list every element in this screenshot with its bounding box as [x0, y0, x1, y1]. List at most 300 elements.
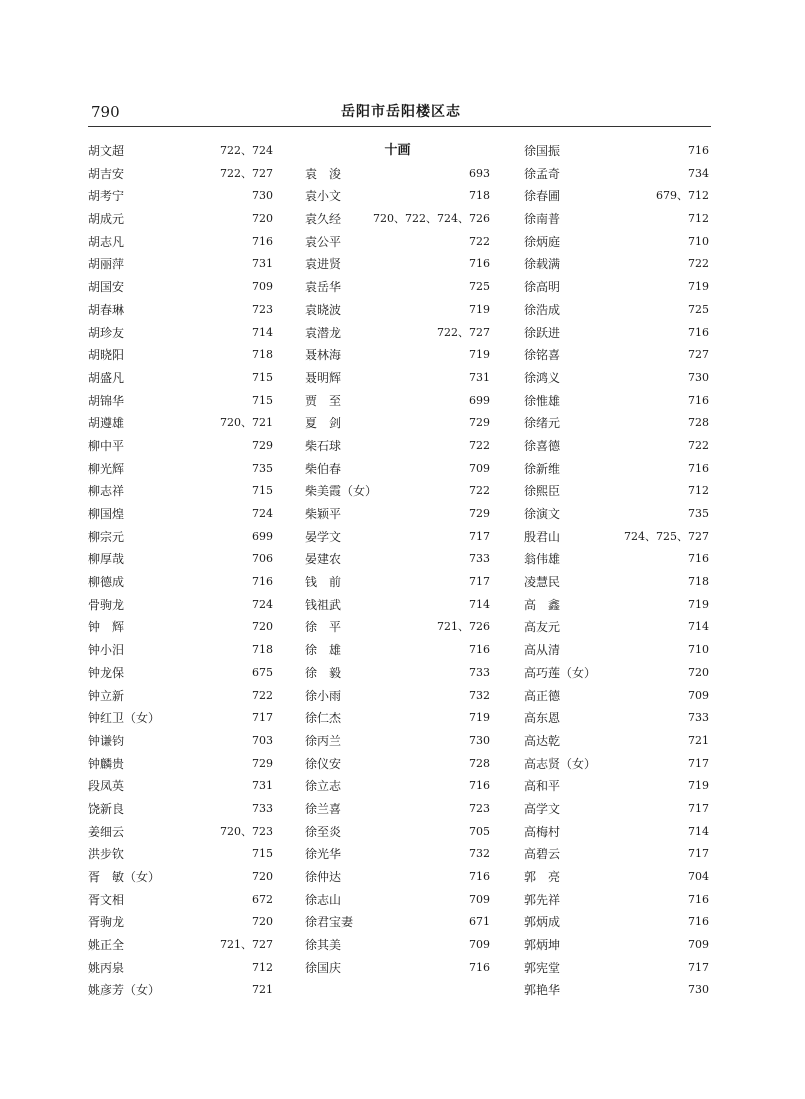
entry-pages: 721	[252, 983, 273, 997]
entry-pages: 712	[688, 212, 709, 226]
entry-name: 翁伟雄	[524, 552, 561, 567]
entry-name: 徐其美	[305, 938, 342, 953]
entry-pages: 722	[688, 438, 709, 452]
entry-name: 饶新良	[88, 801, 125, 816]
entry-pages: 722	[469, 484, 490, 498]
entry-pages: 714	[469, 597, 490, 611]
entry-name: 袁进贤	[305, 257, 342, 272]
index-entry	[524, 753, 709, 776]
entry-name: 徐高明	[524, 280, 561, 295]
index-entry	[88, 934, 273, 957]
index-entry	[524, 163, 709, 186]
entry-name: 胡志凡	[88, 234, 125, 249]
entry-name: 柴石球	[305, 438, 342, 453]
entry-pages: 719	[688, 280, 709, 294]
index-entry	[88, 390, 273, 413]
index-entry	[524, 662, 709, 685]
entry-pages: 717	[688, 756, 709, 770]
entry-pages: 720	[252, 620, 273, 634]
entry-pages: 722、727	[220, 166, 273, 180]
entry-name: 徐国庆	[305, 960, 342, 975]
entry-name: 袁久经	[305, 212, 342, 227]
index-entry	[305, 775, 490, 798]
entry-pages: 732	[469, 847, 490, 861]
entry-name: 胥 敏（女）	[88, 870, 161, 884]
entry-pages: 718	[469, 189, 490, 203]
index-entry	[305, 412, 490, 435]
entry-pages: 709	[252, 280, 273, 294]
entry-pages: 719	[688, 779, 709, 793]
index-entry	[88, 639, 273, 662]
entry-name: 殷君山	[524, 529, 561, 544]
page-number: 790	[91, 103, 120, 121]
index-entry	[305, 299, 490, 322]
entry-name: 高志贤（女）	[524, 756, 597, 771]
entry-name: 徐新维	[524, 461, 561, 476]
entry-pages: 733	[469, 665, 490, 679]
index-entry	[88, 276, 273, 299]
index-entry	[88, 526, 273, 549]
entry-pages: 712	[252, 960, 273, 974]
entry-pages: 719	[469, 302, 490, 316]
entry-pages: 716	[469, 779, 490, 793]
index-entry	[88, 571, 273, 594]
entry-pages: 672	[252, 892, 273, 906]
entry-pages: 709	[688, 688, 709, 702]
entry-name: 高巧莲（女）	[524, 665, 597, 680]
index-entry	[305, 526, 490, 549]
index-entry	[305, 163, 490, 186]
entry-pages: 693	[469, 166, 490, 180]
entry-name: 凌慧民	[524, 575, 561, 590]
index-entry	[524, 934, 709, 957]
entry-name: 徐喜德	[524, 438, 561, 453]
entry-name: 徐 雄	[305, 643, 342, 658]
entry-name: 高 鑫	[524, 597, 561, 612]
index-entry	[88, 548, 273, 571]
page-header	[91, 102, 711, 126]
entry-name: 徐至炎	[305, 824, 342, 839]
entry-pages: 715	[252, 484, 273, 498]
entry-name: 徐春圃	[524, 189, 561, 204]
entry-pages: 699	[252, 529, 273, 543]
index-entry	[524, 276, 709, 299]
index-entry	[88, 685, 273, 708]
entry-name: 袁晓波	[305, 302, 342, 317]
entry-pages: 714	[252, 325, 273, 339]
entry-pages: 709	[469, 938, 490, 952]
index-entry	[88, 753, 273, 776]
index-entry	[524, 458, 709, 481]
entry-pages: 699	[469, 393, 490, 407]
entry-name: 钟小汨	[88, 643, 125, 658]
index-entry	[88, 730, 273, 753]
entry-name: 夏 剑	[305, 416, 342, 431]
entry-name: 郭艳华	[524, 983, 561, 998]
entry-name: 徐熙臣	[524, 484, 561, 499]
index-entry	[305, 458, 490, 481]
index-entry	[524, 299, 709, 322]
entry-name: 徐 毅	[305, 665, 342, 680]
index-entry	[524, 798, 709, 821]
entry-name: 柳宗元	[88, 529, 125, 544]
entry-name: 郭炳坤	[524, 938, 561, 953]
entry-pages: 716	[688, 461, 709, 475]
entry-name: 段凤英	[88, 779, 125, 794]
entry-pages: 717	[252, 711, 273, 725]
entry-pages: 735	[252, 461, 273, 475]
entry-pages: 717	[469, 575, 490, 589]
index-entry	[305, 390, 490, 413]
entry-pages: 671	[469, 915, 490, 929]
entry-name: 高东恩	[524, 711, 561, 726]
entry-name: 高和平	[524, 779, 561, 794]
index-entry	[88, 322, 273, 345]
entry-name: 徐仪安	[305, 756, 342, 771]
entry-pages: 724	[252, 597, 273, 611]
entry-name: 徐铭喜	[524, 348, 561, 363]
entry-pages: 715	[252, 370, 273, 384]
entry-name: 柳德成	[88, 575, 125, 590]
entry-pages: 724	[252, 507, 273, 520]
entry-pages: 734	[688, 166, 709, 180]
entry-pages: 725	[688, 302, 709, 316]
entry-name: 徐跃进	[524, 325, 561, 340]
index-entry	[88, 979, 273, 1002]
entry-name: 袁公平	[305, 234, 342, 249]
entry-pages: 675	[252, 665, 273, 679]
index-entry	[524, 707, 709, 730]
entry-name: 徐光华	[305, 847, 342, 862]
index-entry	[524, 231, 709, 254]
entry-name: 聂明辉	[305, 370, 342, 385]
index-entry	[88, 616, 273, 639]
entry-pages: 720、721	[220, 416, 273, 430]
entry-name: 胡丽萍	[88, 257, 125, 272]
index-entry	[88, 889, 273, 912]
entry-pages: 720	[688, 665, 709, 679]
index-entry	[88, 412, 273, 435]
index-entry	[305, 276, 490, 299]
index-entry	[305, 957, 490, 980]
entry-name: 骨驹龙	[88, 597, 125, 612]
index-entry	[524, 957, 709, 980]
entry-pages: 722、727	[437, 325, 490, 339]
entry-name: 徐孟奇	[524, 166, 561, 181]
entry-pages: 729	[252, 756, 273, 770]
entry-name: 胡文超	[88, 144, 125, 158]
index-entry	[88, 299, 273, 322]
entry-name: 高碧云	[524, 847, 561, 862]
entry-pages: 721、726	[437, 620, 490, 634]
entry-name: 钟立新	[88, 688, 125, 703]
entry-pages: 720	[252, 870, 273, 883]
index-entry	[524, 616, 709, 639]
index-entry	[305, 367, 490, 390]
index-entry	[524, 843, 709, 866]
index-entry	[305, 435, 490, 458]
index-entry	[524, 821, 709, 844]
entry-name: 郭宪堂	[524, 960, 561, 975]
entry-name: 徐绪元	[524, 416, 561, 431]
entry-pages: 720、722、724、726	[373, 212, 490, 226]
entry-name: 徐君宝妻	[305, 915, 354, 930]
index-entry	[305, 571, 490, 594]
entry-name: 姚丙泉	[88, 960, 125, 975]
entry-pages: 721	[688, 733, 709, 747]
index-entry	[524, 526, 709, 549]
entry-name: 徐丙兰	[305, 733, 342, 748]
entry-name: 聂林海	[305, 348, 342, 363]
entry-pages: 731	[469, 370, 490, 384]
entry-pages: 729	[252, 438, 273, 452]
index-entry	[305, 753, 490, 776]
entry-name: 钟红卫（女）	[88, 711, 161, 726]
entry-pages: 727	[688, 348, 709, 362]
entry-name: 徐惟雄	[524, 393, 561, 408]
entry-name: 徐小雨	[305, 688, 342, 703]
index-entry	[305, 889, 490, 912]
entry-pages: 722	[469, 234, 490, 248]
index-entry	[305, 685, 490, 708]
index-entry	[305, 798, 490, 821]
entry-pages: 733	[469, 552, 490, 566]
entry-pages: 717	[688, 801, 709, 815]
entry-name: 胥文相	[88, 892, 125, 907]
index-entry	[305, 503, 490, 526]
index-entry	[524, 594, 709, 617]
index-entry	[305, 185, 490, 208]
entry-name: 胡盛凡	[88, 370, 125, 385]
entry-pages: 731	[252, 257, 273, 271]
index-entry	[524, 548, 709, 571]
entry-pages: 730	[688, 370, 709, 384]
index-entry	[88, 662, 273, 685]
entry-name: 姜细云	[88, 824, 125, 839]
index-entry	[524, 911, 709, 934]
entry-pages: 709	[688, 938, 709, 952]
entry-pages: 710	[688, 643, 709, 657]
entry-name: 高梅村	[524, 824, 561, 839]
entry-pages: 728	[469, 756, 490, 770]
entry-pages: 679、712	[656, 189, 709, 203]
entry-pages: 709	[469, 892, 490, 906]
index-entry	[88, 163, 273, 186]
index-column-1	[88, 140, 273, 1002]
entry-name: 柳志祥	[88, 484, 125, 499]
index-entry	[88, 367, 273, 390]
entry-pages: 718	[252, 348, 273, 362]
entry-name: 徐仁杰	[305, 711, 342, 726]
entry-pages: 716	[469, 870, 490, 883]
index-column-2	[305, 140, 490, 979]
entry-pages: 716	[688, 393, 709, 407]
entry-name: 徐浩成	[524, 302, 561, 317]
index-entry	[88, 775, 273, 798]
index-entry	[88, 821, 273, 844]
index-entry	[88, 208, 273, 231]
index-entry	[524, 730, 709, 753]
index-entry	[88, 957, 273, 980]
entry-name: 胡吉安	[88, 166, 125, 181]
entry-pages: 733	[252, 801, 273, 815]
index-entry	[524, 253, 709, 276]
index-entry	[305, 344, 490, 367]
entry-name: 胡晓阳	[88, 348, 125, 363]
entry-pages: 721、727	[220, 938, 273, 952]
entry-name: 高从清	[524, 643, 561, 658]
entry-name: 胡成元	[88, 212, 125, 227]
entry-name: 柳光辉	[88, 461, 125, 476]
entry-name: 高达乾	[524, 733, 561, 748]
section-heading: 十画	[384, 143, 411, 158]
index-entry	[88, 480, 273, 503]
entry-pages: 725	[469, 280, 490, 294]
entry-name: 袁小文	[305, 189, 342, 204]
index-entry	[524, 185, 709, 208]
entry-pages: 729	[469, 507, 490, 520]
entry-name: 高正德	[524, 688, 561, 703]
entry-name: 柴颖平	[305, 507, 342, 521]
index-entry	[88, 594, 273, 617]
entry-pages: 710	[688, 234, 709, 248]
entry-name: 胡考宁	[88, 189, 125, 204]
entry-name: 郭炳成	[524, 915, 561, 930]
entry-pages: 724、725、727	[624, 529, 709, 543]
entry-name: 姚正全	[88, 938, 125, 953]
index-entry	[305, 730, 490, 753]
entry-name: 郭先祥	[524, 892, 561, 907]
index-entry	[524, 435, 709, 458]
entry-name: 柳中平	[88, 438, 125, 453]
entry-pages: 716	[688, 144, 709, 157]
entry-name: 胡遵雄	[88, 416, 125, 431]
index-entry	[305, 231, 490, 254]
index-entry	[88, 231, 273, 254]
entry-name: 徐立志	[305, 779, 342, 794]
entry-pages: 722	[252, 688, 273, 702]
entry-pages: 714	[688, 620, 709, 634]
index-entry	[524, 367, 709, 390]
index-entry	[305, 594, 490, 617]
index-entry	[524, 480, 709, 503]
entry-pages: 716	[688, 325, 709, 339]
entry-pages: 714	[688, 824, 709, 838]
entry-pages: 716	[252, 234, 273, 248]
entry-pages: 709	[469, 461, 490, 475]
index-entry	[88, 798, 273, 821]
index-entry	[524, 775, 709, 798]
index-entry	[305, 707, 490, 730]
entry-name: 贾 至	[305, 393, 342, 408]
entry-pages: 730	[469, 733, 490, 747]
index-entry	[88, 503, 273, 526]
index-entry	[524, 889, 709, 912]
index-entry	[524, 979, 709, 1002]
entry-pages: 735	[688, 507, 709, 520]
index-entry	[305, 480, 490, 503]
entry-pages: 722	[469, 438, 490, 452]
entry-name: 徐载满	[524, 257, 561, 272]
entry-name: 钟谦钧	[88, 733, 125, 748]
entry-pages: 732	[469, 688, 490, 702]
index-column-3	[524, 140, 709, 1002]
entry-name: 高学文	[524, 801, 561, 816]
entry-name: 徐兰喜	[305, 801, 342, 816]
index-entry	[88, 140, 273, 163]
entry-pages: 720、723	[220, 824, 273, 838]
entry-name: 胡春琳	[88, 302, 125, 317]
index-entry	[305, 208, 490, 231]
entry-name: 洪步钦	[88, 847, 125, 862]
header-rule	[88, 126, 711, 127]
entry-name: 徐仲达	[305, 870, 342, 884]
entry-pages: 720	[252, 915, 273, 929]
index-entry	[305, 866, 490, 889]
entry-name: 姚彦芳（女）	[88, 983, 161, 998]
index-entry	[305, 821, 490, 844]
entry-pages: 722、724	[220, 144, 273, 157]
entry-pages: 720	[252, 212, 273, 226]
index-entry	[88, 435, 273, 458]
entry-name: 袁岳华	[305, 280, 342, 295]
index-entry	[305, 548, 490, 571]
index-entry	[524, 685, 709, 708]
index-entry	[305, 322, 490, 345]
entry-pages: 716	[252, 575, 273, 589]
index-entry	[524, 344, 709, 367]
entry-name: 胡锦华	[88, 393, 125, 408]
index-entry	[88, 866, 273, 889]
entry-pages: 730	[252, 189, 273, 203]
index-entry	[524, 208, 709, 231]
index-entry	[524, 322, 709, 345]
entry-pages: 717	[688, 960, 709, 974]
entry-pages: 716	[688, 892, 709, 906]
entry-name: 晏建农	[305, 552, 342, 567]
entry-pages: 719	[469, 348, 490, 362]
index-entry	[88, 253, 273, 276]
entry-pages: 703	[252, 733, 273, 747]
index-entry	[88, 185, 273, 208]
entry-name: 徐南普	[524, 212, 561, 227]
index-entry	[88, 458, 273, 481]
index-entry	[305, 662, 490, 685]
entry-pages: 715	[252, 847, 273, 861]
book-title: 岳阳市岳阳楼区志	[341, 104, 461, 120]
index-entry	[88, 707, 273, 730]
entry-name: 袁 浚	[305, 166, 342, 181]
index-entry	[305, 934, 490, 957]
entry-pages: 731	[252, 779, 273, 793]
entry-pages: 733	[688, 711, 709, 725]
entry-pages: 716	[469, 257, 490, 271]
index-entry	[524, 390, 709, 413]
index-entry	[305, 843, 490, 866]
index-entry	[88, 344, 273, 367]
index-entry	[524, 412, 709, 435]
entry-name: 徐志山	[305, 892, 342, 907]
entry-pages: 719	[469, 711, 490, 725]
entry-name: 郭 亮	[524, 870, 561, 884]
index-entry	[524, 866, 709, 889]
entry-name: 胥驹龙	[88, 915, 125, 930]
entry-name: 徐国振	[524, 144, 561, 158]
entry-name: 柴伯春	[305, 461, 342, 476]
entry-pages: 729	[469, 416, 490, 430]
entry-pages: 716	[469, 960, 490, 974]
entry-pages: 715	[252, 393, 273, 407]
